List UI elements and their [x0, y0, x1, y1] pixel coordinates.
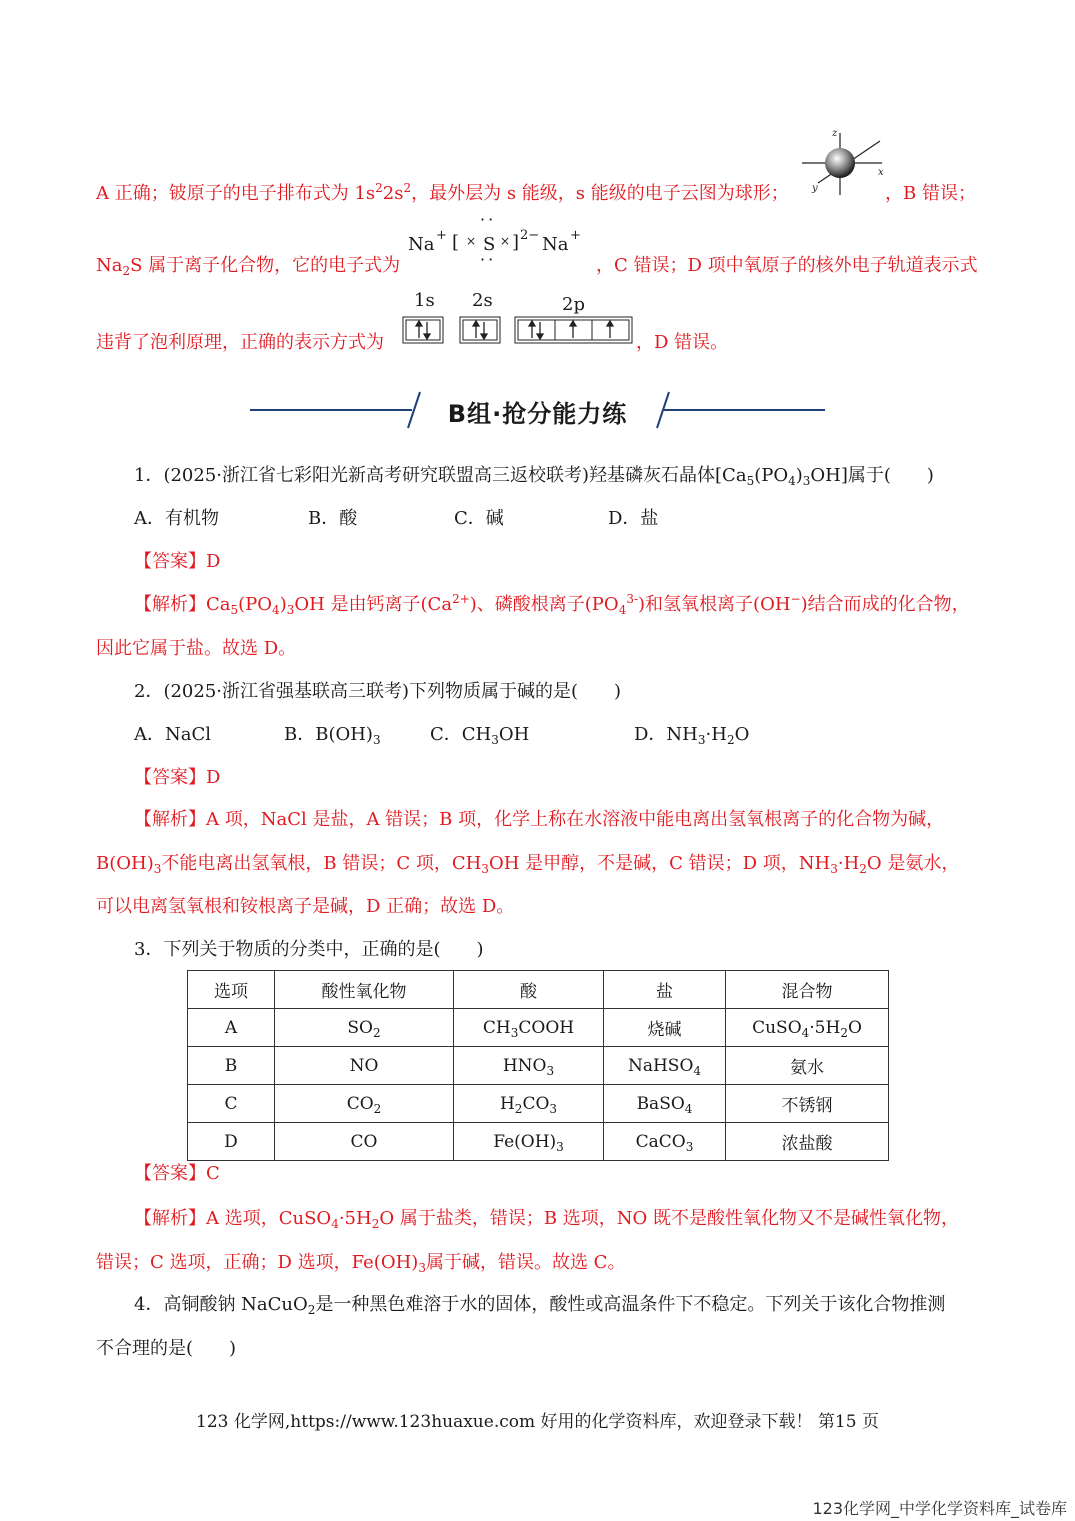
q3-stem: 3．下列关于物质的分类中，正确的是( ) [134, 939, 484, 960]
na2s-electron-formula: Na + [ ·· × S × ·· ] 2− Na + [408, 210, 581, 269]
q2-explanation-2: $B(OH)_3$不能电离出氢氧根，B 错误；C 项，$CH_3OH$ 是甲醇，不是碱，C 错误；D 项，$NH_3\cdot H_2O$ 是氨水， [96, 853, 960, 876]
table-row: D CO $Fe(OH)_3$ CaCO$_3$ 浓盐酸 [188, 1123, 889, 1161]
analysis-line-2: $Na_2S$ 属于离子化合物，它的电子式为 [96, 255, 401, 278]
table-header-cell: 酸性氧化物 [275, 971, 454, 1009]
q1-stem: 1．(2025·浙江省七彩阳光新高考研究联盟高三返校联考)羟基磷灰石晶体$[Ca_5(PO_4)_3OH]$属于( ) [134, 465, 934, 488]
q2-answer: 【答案】D [134, 767, 221, 788]
table-header-row [188, 971, 889, 1009]
orbital-diagram: 1s 2s 2p [400, 290, 636, 348]
q1-option-d: D．盐 [608, 508, 659, 529]
watermark: 123化学网_中学化学资料库_试卷库 [812, 1499, 1067, 1518]
q1-explanation-2: 因此它属于盐。故选 D。 [96, 638, 297, 659]
q2-option-c: C．$CH_3OH$ [430, 724, 530, 747]
q2-option-a: A．NaCl [134, 724, 212, 745]
q4-stem-2: 不合理的是( ) [96, 1338, 237, 1359]
axis-x-label: x [878, 167, 884, 178]
table-header-cell: 混合物 [726, 971, 889, 1009]
analysis-line-3: 违背了泡利原理，正确的表示方式为 [96, 332, 384, 353]
q1-option-c: C．碱 [454, 508, 504, 529]
q3-explanation-2: 错误；C 选项，正确；D 选项，$Fe(OH)_3$属于碱，错误。故选 C。 [96, 1252, 626, 1275]
classification-table [187, 970, 889, 1161]
analysis-line-1: A 正确；铍原子的电子排布式为 $1s^22s^2$，最外层为 s 能级，s 能级的电子云图为球形； [96, 181, 789, 204]
table-row: A $SO_2$ $CH_3COOH$ 烧碱 $CuSO_4\cdot 5H_2O$ [188, 1009, 889, 1047]
section-title: B组·抢分能力练 [447, 400, 628, 428]
analysis-line-2-tail: ，C 错误；D 项中氧原子的核外电子轨道表示式 [596, 255, 978, 276]
q2-explanation-3: 可以电离氢氧根和铵根离子是碱，D 正确；故选 D。 [96, 896, 515, 917]
page-footer: 123 化学网,https://www.123huaxue.com 好用的化学资料库，欢迎登录下载！ 第15 页 [196, 1412, 879, 1432]
q2-options [134, 723, 1019, 747]
section-rule-right [664, 409, 825, 411]
q2-stem: 2．(2025·浙江省强基联高三联考)下列物质属于碱的是( ) [134, 681, 622, 702]
q2-option-d: D．$NH_3\cdot H_2O$ [634, 724, 750, 747]
analysis-line-1-tail: ，B 错误； [885, 183, 976, 204]
table-header-cell: 选项 [188, 971, 275, 1009]
section-header [250, 388, 825, 432]
q1-answer: 【答案】D [134, 551, 221, 572]
q1-explanation-1: 【解析】$Ca_5(PO_4)_3OH$ 是由钙离子$(Ca^{2+})$、磷酸根离子$(PO_4^{3-})$和氢氧根离子(OH−)结合而成的化合物， [134, 592, 970, 617]
q4-stem-1: 4．高铜酸钠 NaCuO$_2$是一种黑色难溶于水的固体，酸性或高温条件下不稳定。下列关于该化合物推测 [134, 1294, 946, 1317]
table-header-cell: 酸 [454, 971, 604, 1009]
table-header-cell: 盐 [604, 971, 726, 1009]
axis-y-label: y [812, 183, 818, 194]
s-orbital-sphere-figure [796, 125, 896, 200]
q1-options [134, 507, 1019, 531]
table-row: C $CO_2$ $H_2CO_3$ BaSO$_4$ 不锈钢 [188, 1085, 889, 1123]
analysis-line-3-tail: ，D 错误。 [636, 332, 729, 353]
sphere-shape [825, 148, 855, 178]
q3-explanation-1: 【解析】A 选项，$CuSO_4\cdot 5H_2O$ 属于盐类，错误；B 选项，NO 既不是酸性氧化物又不是碱性氧化物， [134, 1208, 959, 1231]
axis-z-label: z [832, 128, 838, 139]
q3-answer: 【答案】C [134, 1163, 220, 1184]
q1-option-a: A．有机物 [134, 508, 219, 529]
q2-explanation-1: 【解析】A 项，NaCl 是盐，A 错误；B 项，化学上称在水溶液中能电离出氢氧根离子的化合物为碱， [134, 809, 945, 830]
q1-option-b: B．酸 [308, 508, 358, 529]
table-row: B NO $HNO_3$ NaHSO$_4$ 氨水 [188, 1047, 889, 1085]
q2-option-b: B．$B(OH)_3$ [284, 724, 381, 747]
